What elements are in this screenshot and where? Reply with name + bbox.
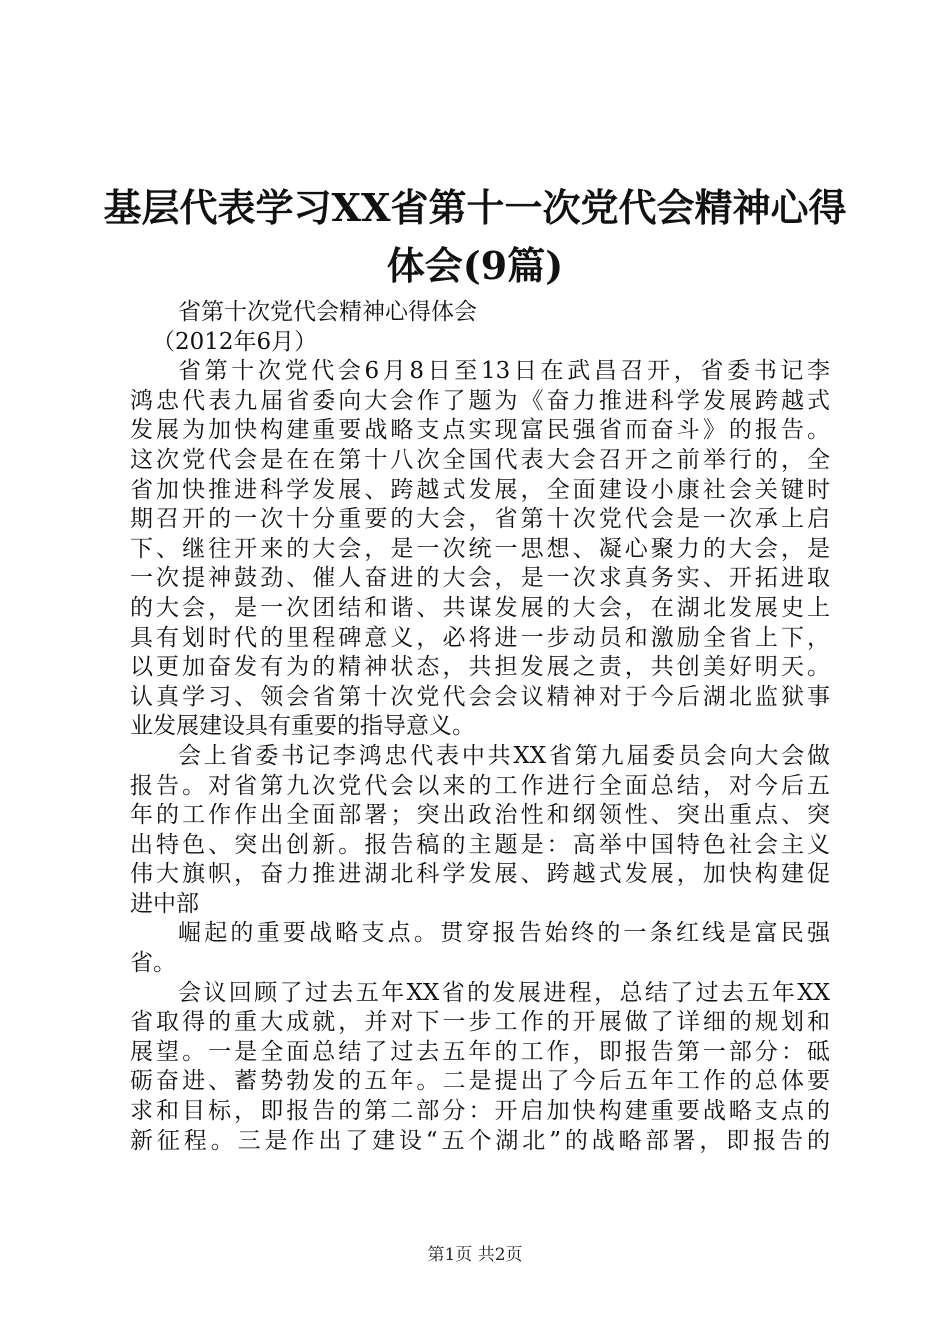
paragraph-line: 新征程。三是作出了建设“五个湖北”的战略部署，即报告的 xyxy=(130,1127,830,1154)
paragraph-line: 进中部 xyxy=(130,890,199,917)
paragraph-line: 一次提神鼓劲、催人奋进的大会，是一次求真务实、开拓进取 xyxy=(130,565,830,592)
paragraph-line: 这次党代会是在在第十八次全国代表大会召开之前举行的，全 xyxy=(130,446,830,473)
paragraph-line: 下、继往开来的大会，是一次统一思想、凝心聚力的大会，是 xyxy=(130,535,830,562)
paragraph-line: 具有划时代的里程碑意义，必将进一步动员和激励全省上下， xyxy=(130,624,830,651)
paragraph-line: 省。 xyxy=(130,950,176,977)
paragraph-line: 展望。一是全面总结了过去五年的工作，即报告第一部分：砥 xyxy=(130,1038,830,1065)
paragraph-line: 省第十次党代会6月8日至13日在武昌召开，省委书记李 xyxy=(178,358,830,385)
paragraph-line: 出特色、突出创新。报告稿的主题是：高举中国特色社会主义 xyxy=(130,831,830,858)
paragraph-line: 发展为加快构建重要战略支点实现富民强省而奋斗》的报告。 xyxy=(130,417,830,444)
paragraph-line: 求和目标，即报告的第二部分：开启加快构建重要战略支点的 xyxy=(130,1098,830,1125)
paragraph-line: 业发展建设具有重要的指导意义。 xyxy=(130,713,475,740)
paragraph-line: 认真学习、领会省第十次党代会会议精神对于今后湖北监狱事 xyxy=(130,683,830,710)
paragraph-line: 砺奋进、蓄势勃发的五年。二是提出了今后五年工作的总体要 xyxy=(130,1068,830,1095)
paragraph-line: 伟大旗帜，奋力推进湖北科学发展、跨越式发展，加快构建促 xyxy=(130,861,830,888)
paragraph-line: 的大会，是一次团结和谐、共谋发展的大会，在湖北发展史上 xyxy=(130,594,830,621)
paragraph-line: 省第十次党代会精神心得体会 xyxy=(178,299,477,325)
paragraph-line: 报告。对省第九次党代会以来的工作进行全面总结，对今后五 xyxy=(130,772,830,799)
paragraph-line: 会议回顾了过去五年XX省的发展进程，总结了过去五年XX xyxy=(178,979,830,1006)
paragraph-line: 会上省委书记李鸿忠代表中共XX省第九届委员会向大会做 xyxy=(178,742,830,769)
document-title-line-2: 体会(9篇) xyxy=(386,243,564,288)
paragraph-line: 省取得的重大成就，并对下一步工作的开展做了详细的规划和 xyxy=(130,1009,830,1036)
paragraph-line: 期召开的一次十分重要的大会，省第十次党代会是一次承上启 xyxy=(130,506,830,533)
paragraph-line: 鸿忠代表九届省委向大会作了题为《奋力推进科学发展跨越式 xyxy=(130,387,830,414)
paragraph-line: （2012年6月） xyxy=(152,328,318,355)
paragraph-line: 崛起的重要战略支点。贯穿报告始终的一条红线是富民强 xyxy=(178,920,830,947)
paragraph-line: 年的工作作出全面部署；突出政治性和纲领性、突出重点、突 xyxy=(130,802,830,829)
paragraph-line: 省加快推进科学发展、跨越式发展，全面建设小康社会关键时 xyxy=(130,476,830,503)
page-footer: 第1页 共2页 xyxy=(427,1245,523,1265)
paragraph-line: 以更加奋发有为的精神状态，共担发展之责，共创美好明天。 xyxy=(130,654,830,681)
document-body xyxy=(130,298,830,1156)
document-title-line-1: 基层代表学习XX省第十一次党代会精神心得 xyxy=(103,185,847,230)
